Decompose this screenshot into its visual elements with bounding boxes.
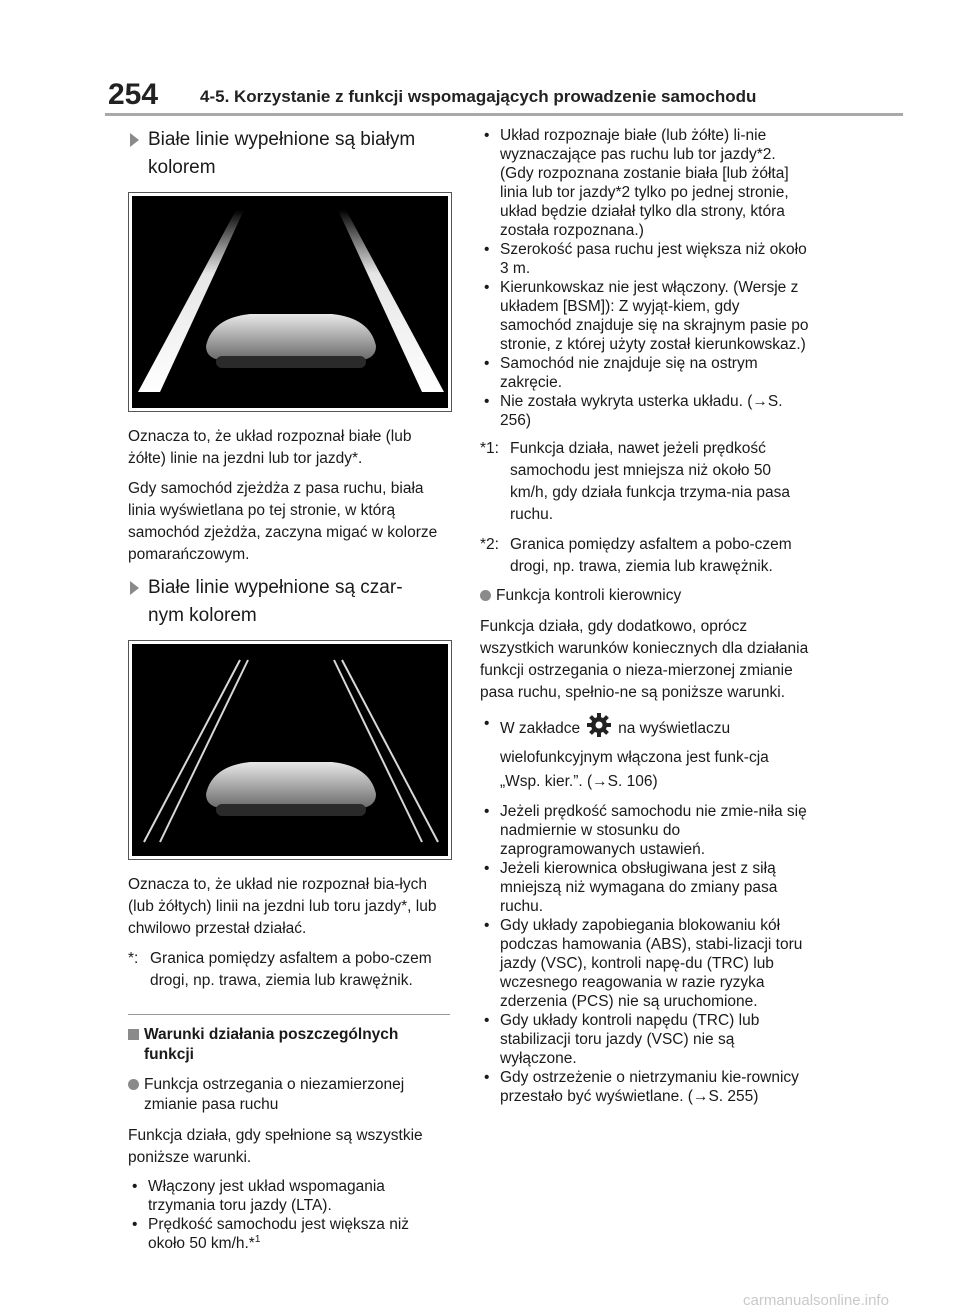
steering-bullets — [480, 712, 810, 794]
subheading-line-1: Białe linie wypełnione są białym — [148, 129, 416, 150]
car-shadow — [216, 356, 366, 368]
footnote-2 — [480, 534, 810, 578]
list-item-text: Nie została wykryta usterka układu. (→S. 256) — [500, 393, 783, 429]
list-item — [480, 859, 810, 916]
list-item-text: Gdy układy zapobiegania blokowaniu kół podczas hamowania (ABS), stabi-lizacji toru jazdy (VSC), kontroli napę-du (TRC) lub wczesnego reagowania w razie ryzyka zderzenia (PCS) nie są uruchomione. — [500, 917, 803, 1010]
subheading-line-1: Białe linie wypełnione są czar- — [148, 577, 403, 598]
list-item — [480, 240, 810, 278]
bullet: • — [484, 393, 490, 410]
steering-heading-text: Funkcja kontroli kierownicy — [496, 587, 682, 604]
footnote — [128, 948, 450, 992]
bullet: • — [484, 803, 490, 820]
list-item — [480, 712, 810, 794]
page-header — [108, 78, 903, 112]
subheading-white-filled — [128, 126, 450, 182]
lane-warning-bullets-cont — [480, 126, 810, 430]
list-item — [128, 1215, 450, 1253]
paragraph: Oznacza to, że układ nie rozpoznał bia-łych (lub żółtych) linii na jezdni lub toru jazdy*, lub chwilowo przestał działać. — [128, 876, 437, 937]
subheading-black-filled — [128, 574, 450, 630]
circle-bullet-icon — [128, 1079, 139, 1090]
list-item — [480, 1011, 810, 1068]
footnote-mark: *: — [128, 950, 139, 967]
list-item — [480, 802, 810, 859]
list-item-text: Włączony jest układ wspomagania trzymania toru jazdy (LTA). — [148, 1178, 385, 1214]
lane-lines-black-illustration — [132, 644, 448, 856]
list-item-text: Jeżeli prędkość samochodu nie zmie-niła się nadmiernie w stosunku do zaprogramowanych ustawień. — [500, 803, 807, 858]
list-item — [480, 278, 810, 354]
bullet: • — [484, 715, 490, 732]
steering-bullets-more — [480, 802, 810, 1106]
paragraph: Gdy samochód zjeżdża z pasa ruchu, biała linia wyświetlana po tej stronie, w którą samochód zjeżdża, zaczyna migać w kolorze pomarańczowym. — [128, 480, 438, 563]
gear-line-pre: W zakładce — [500, 720, 581, 738]
steering-heading — [480, 586, 810, 606]
right-column — [480, 126, 810, 1114]
page-number: 254 — [108, 78, 159, 111]
square-bullet-icon — [128, 1029, 139, 1040]
conditions-heading-text: Warunki działania poszczególnych funkcji — [144, 1026, 399, 1063]
list-item — [480, 392, 810, 430]
figure-lines-black — [128, 640, 452, 860]
list-item-text: Układ rozpoznaje białe (lub żółte) li-nie wyznaczające pas ruchu lub tor jazdy*2. (Gdy rozpoznana zostanie biała [lub żółta] linia lub tor jazdy*2 tylko po jednej stronie, układ będzie działał tylko dla strony, która została rozpoznana.) — [500, 127, 789, 239]
paragraph: Oznacza to, że układ rozpoznał białe (lub żółte) linie na jezdni lub tor jazdy*. — [128, 428, 412, 467]
footnote-mark: *2: — [480, 536, 499, 553]
bullet: • — [484, 127, 490, 144]
list-item-text: Gdy ostrzeżenie o nietrzymaniu kie-rownicy przestało być wyświetlane. (→S. 255) — [500, 1069, 799, 1105]
footnote-text: Granica pomiędzy asfaltem a pobo-czem drogi, np. trawa, ziemia lub krawężnik. — [510, 536, 792, 575]
bullet: • — [484, 917, 490, 934]
lane-warning-heading-text: Funkcja ostrzegania o niezamierzonej zmianie pasa ruchu — [144, 1076, 405, 1113]
bullet: • — [484, 1012, 490, 1029]
list-item-text: Szerokość pasa ruchu jest większa niż około 3 m. — [500, 241, 807, 277]
lane-warning-bullets — [128, 1177, 450, 1253]
list-item — [480, 126, 810, 240]
gear-line-post: na wyświetlaczu — [618, 720, 731, 738]
list-item — [128, 1177, 450, 1215]
subheading-line-2: nym kolorem — [148, 605, 257, 626]
gear-line-rest: wielofunkcyjnym włączona jest funk-cja „Wsp. kier.”. (→S. 106) — [500, 749, 769, 790]
list-item-text: Kierunkowskaz nie jest włączony. (Wersje z układem [BSM]): Z wyjąt-kiem, gdy samochód znajduje się na skrajnym pasie po stronie, z której użyty został kierunkowskaz.) — [500, 279, 809, 353]
list-item — [480, 916, 810, 1011]
bullet: • — [484, 860, 490, 877]
car-roof — [206, 314, 376, 360]
footnote-text: Granica pomiędzy asfaltem a pobo-czem drogi, np. trawa, ziemia lub krawężnik. — [150, 950, 432, 989]
section-divider — [128, 1014, 450, 1015]
paragraph: Funkcja działa, gdy dodatkowo, oprócz wszystkich warunków koniecznych dla działania funkcji ostrzegania o nieza-mierzonej zmianie pasa ruchu, spełnio-ne są poniższe warunki. — [480, 618, 809, 701]
footnote-text: Funkcja działa, nawet jeżeli prędkość samochodu jest mniejsza niż około 50 km/h, gdy działa funkcja trzyma-nia pasa ruchu. — [510, 440, 790, 523]
header-divider — [105, 113, 903, 116]
car-roof — [206, 762, 376, 808]
footnote-mark: *1: — [480, 440, 499, 457]
left-column — [128, 126, 450, 1261]
arrow-icon — [130, 581, 139, 595]
bullet: • — [132, 1216, 138, 1233]
list-item — [480, 1068, 810, 1106]
bullet: • — [484, 241, 490, 258]
paragraph: Funkcja działa, gdy spełnione są wszystkie poniższe warunki. — [128, 1127, 423, 1166]
list-item-text: Jeżeli kierownica obsługiwana jest z siłą mniejszą niż wymagana do zmiany pasa ruchu. — [500, 860, 778, 915]
figure-lines-white — [128, 192, 452, 412]
list-item-text: Prędkość samochodu jest większa niż około 50 km/h.* — [148, 1216, 410, 1252]
bullet: • — [132, 1178, 138, 1195]
lane-lines-white-illustration — [132, 196, 448, 408]
watermark: carmanualsonline.info — [743, 1292, 889, 1309]
list-item — [480, 354, 810, 392]
bullet: • — [484, 1069, 490, 1086]
footnote-1 — [480, 438, 810, 526]
superscript: 1 — [254, 1233, 261, 1245]
bullet: • — [484, 355, 490, 372]
arrow-icon — [130, 133, 139, 147]
bullet: • — [484, 279, 490, 296]
conditions-heading — [128, 1025, 450, 1065]
lane-warning-heading — [128, 1075, 450, 1115]
subheading-line-2: kolorem — [148, 157, 216, 178]
section-title: 4-5. Korzystanie z funkcji wspomagających prowadzenie samochodu — [200, 87, 757, 106]
list-item-text: Gdy układy kontroli napędu (TRC) lub stabilizacji toru jazdy (VSC) nie są wyłączone. — [500, 1012, 760, 1067]
circle-bullet-icon — [480, 590, 491, 601]
list-item-text: Samochód nie znajduje się na ostrym zakręcie. — [500, 355, 758, 391]
car-shadow — [216, 804, 366, 816]
gear-icon — [586, 712, 612, 746]
